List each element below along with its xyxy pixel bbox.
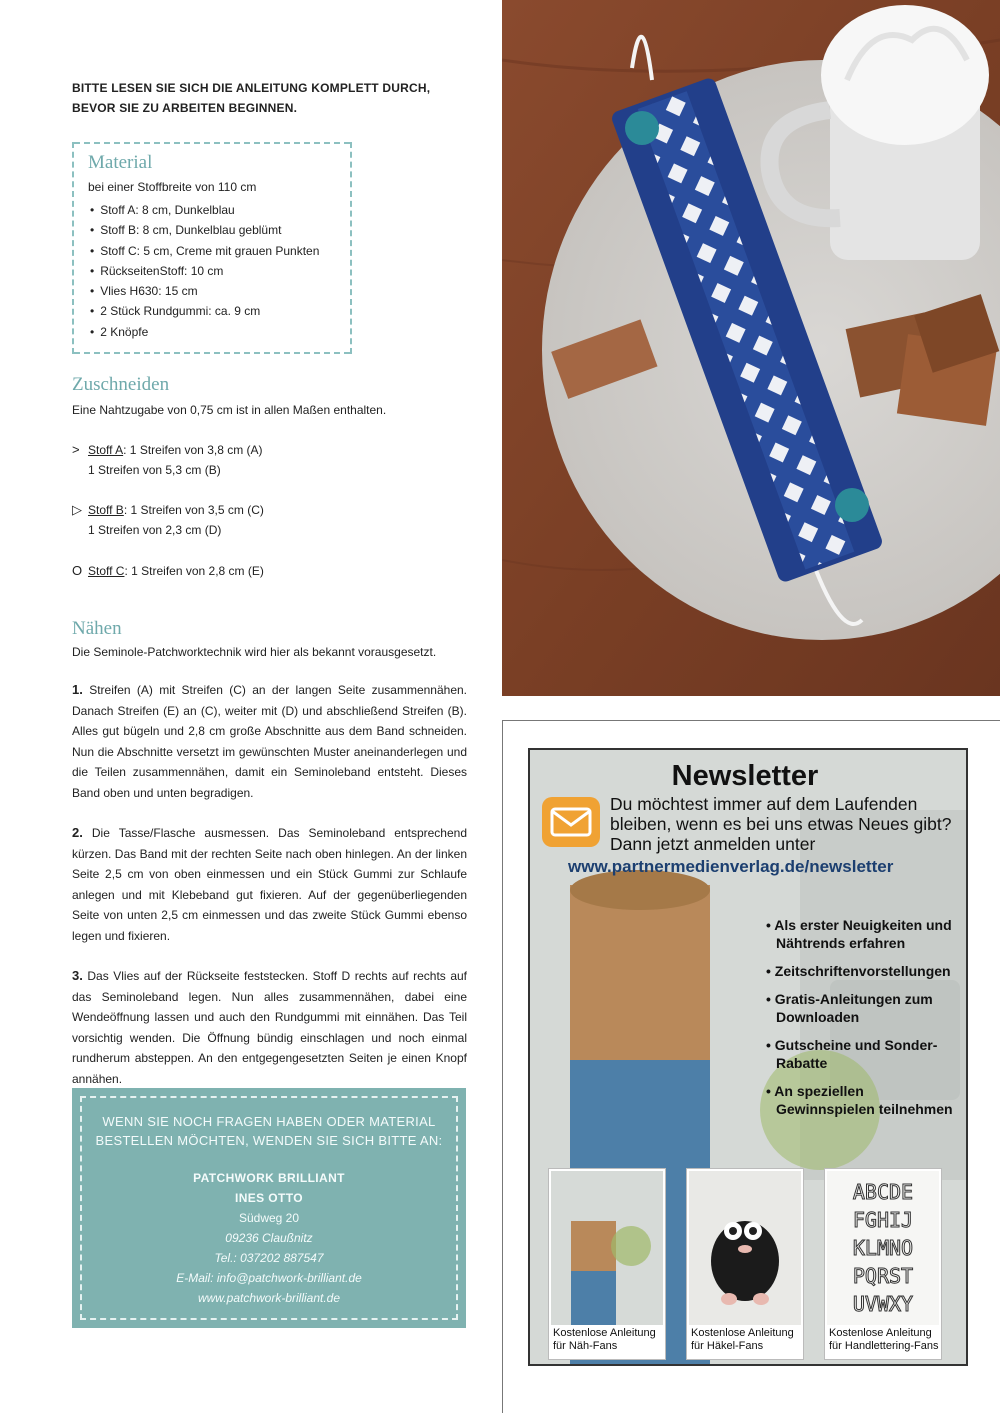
newsletter-title: Newsletter [671,760,819,792]
material-item: • Stoff B: 8 cm, Dunkelblau geblümt [90,220,319,240]
thumb-caption-line-2: für Handlettering-Fans [829,1340,939,1352]
benefit-item: • Zeitschriftenvorstellungen [766,962,966,980]
contact-heading [82,1112,456,1150]
fabric-label: Stoff C [88,564,125,578]
cutting-line-1: : 1 Streifen von 2,8 cm (E) [124,564,264,578]
step-text: Das Vlies auf der Rückseite feststecken. Stoff D rechts auf rechts auf das Seminoleband legen. Nun alles zusammennähen, dabei eine Wendeöffnung lassen und auch den Rundgummi mit einnähen. Das Teil vorsichtig wenden. Die Öffnung bündig einschlagen und noch einmal rundherum absteppen. An den entgegengesetzten Seiten je einen Knopf annähen. [72,969,467,1086]
step-2 [72,823,467,946]
step-number: 3. [72,968,83,983]
thumb-crochet-image [689,1171,801,1325]
material-subtitle: bei einer Stoffbreite von 110 cm [88,180,257,194]
thumb-caption-line-1: Kostenlose Anleitung [829,1327,932,1339]
newsletter-line-3: Dann jetzt anmelden unter [610,834,816,854]
lettering-row: UVWXY [852,1292,914,1316]
benefit-item: • Gutscheine und Sonder-Rabatte [766,1036,966,1072]
intro-line-1: BITTE LESEN SIE SICH DIE ANLEITUNG KOMPLETT DURCH, [72,81,431,95]
sewing-steps [72,680,467,1109]
cutting-row-a [72,440,263,480]
thumb-lettering[interactable] [824,1168,942,1360]
contact-heading-line-1: WENN SIE NOCH FRAGEN HABEN ODER MATERIAL [102,1114,436,1129]
intro-line-2: BEVOR SIE ZU ARBEITEN BEGINNEN. [72,101,298,115]
fabric-label: Stoff A [88,443,124,457]
lettering-row: KLMNO [852,1236,914,1260]
material-item: • RückseitenStoff: 10 cm [90,261,319,281]
material-item: • Vlies H630: 15 cm [90,281,319,301]
thumb-caption-line-2: für Näh-Fans [553,1340,618,1352]
contact-heading-line-2: BESTELLEN MÖCHTEN, WENDEN SIE SICH BITTE AN: [95,1133,443,1148]
material-item: • Stoff A: 8 cm, Dunkelblau [90,200,319,220]
newsletter-benefits [766,916,966,1128]
lettering-row: PQRST [852,1264,914,1288]
thumb-caption-line-1: Kostenlose Anleitung [691,1327,794,1339]
step-text: Die Tasse/Flasche ausmessen. Das Seminoleband entsprechend kürzen. Das Band mit der rechten Seite nach oben hinlegen. An der linken Seite 2,5 cm von oben einmessen und ein Stück Gummi zur Schlaufe anlegen und mit Klebeband gut fixieren. Auf der gegenüberliegenden Seite von unten 2,5 cm einmessen und das zweite Stück Gummi ebenso legen und fixieren. [72,826,467,943]
cutting-row-b [72,500,264,540]
cup-sleeve-photo-illustration [502,0,1000,696]
cutting-line-1: : 1 Streifen von 3,5 cm (C) [123,503,264,517]
benefit-item: • An speziellen Gewinnspielen teilnehmen [766,1082,966,1118]
person-name: INES OTTO [234,1191,304,1205]
intro-notice [72,78,430,118]
material-title: Material [88,152,153,173]
material-item: • 2 Knöpfe [90,322,319,342]
contact-city: 09236 Claußnitz [225,1231,313,1245]
thumb-sewing[interactable] [548,1168,666,1360]
cutting-title: Zuschneiden [72,374,170,395]
cutting-note: Eine Nahtzugabe von 0,75 cm ist in allen Maßen enthalten. [72,403,387,417]
thumb-lettering-image [827,1171,939,1325]
lettering-row: ABCDE [852,1180,914,1204]
contact-phone: Tel.: 037202 887547 [214,1251,324,1265]
mail-icon [542,797,600,847]
step-1 [72,680,467,803]
arrow-right-icon: > [72,442,80,457]
thumb-sewing-image [551,1171,663,1325]
thumb-caption [553,1327,656,1353]
step-number: 2. [72,825,83,840]
cutting-row-c [72,561,264,581]
lettering-row: FGHIJ [852,1208,914,1232]
cutting-line-2: 1 Streifen von 2,3 cm (D) [88,523,222,537]
sewing-note: Die Seminole-Patchworktechnik wird hier als bekannt vorausgesetzt. [72,645,437,659]
cutting-line-1: : 1 Streifen von 3,8 cm (A) [123,443,263,457]
material-box [72,142,352,354]
sewing-title: Nähen [72,618,122,639]
benefit-item: • Gratis-Anleitungen zum Downloaden [766,990,966,1026]
material-item: • 2 Stück Rundgummi: ca. 9 cm [90,301,319,321]
contact-box [72,1088,466,1328]
contact-street: Südweg 20 [238,1211,300,1225]
company-name: PATCHWORK BRILLIANT [193,1171,345,1185]
material-list [90,200,319,342]
contact-email[interactable]: E-Mail: info@patchwork-brilliant.de [176,1271,362,1285]
thumb-caption [691,1327,794,1353]
newsletter-line-2: bleiben, wenn es bei uns etwas Neues gibt? [610,814,952,834]
step-text: Streifen (A) mit Streifen (C) an der langen Seite zusammennähen. Danach Streifen (E) an (C), weiter mit (D) und abschließend Streifen (B). Alles gut bügeln und 2,8 cm große Abschnitte aus dem Band schneiden. Nun die Abschnitte versetzt im gewünschten Muster aneinanderlegen und die Teilen zusammennähen, damit ein Seminoleband entsteht. Dieses Band oben und unten begradigen. [72,683,467,800]
newsletter-url-link[interactable]: www.partnermedienverlag.de/newsletter [568,857,894,876]
contact-company [82,1168,456,1208]
cutting-line-2: 1 Streifen von 5,3 cm (B) [88,463,221,477]
thumb-caption-line-2: für Häkel-Fans [691,1340,764,1352]
newsletter-text [610,794,960,854]
contact-inner [80,1096,458,1320]
thumb-crochet[interactable] [686,1168,804,1360]
fabric-label: Stoff B [88,503,124,517]
step-3 [72,966,467,1089]
product-photo [502,0,1000,696]
newsletter-line-1: Du möchtest immer auf dem Laufenden [610,794,918,814]
step-number: 1. [72,682,83,697]
newsletter-ad [528,748,968,1366]
benefit-item: • Als erster Neuigkeiten und Nähtrends erfahren [766,916,966,952]
thumb-caption [829,1327,938,1353]
circle-icon: O [72,563,83,578]
thumb-caption-line-1: Kostenlose Anleitung [553,1327,656,1339]
material-item: • Stoff C: 5 cm, Creme mit grauen Punkten [90,241,319,261]
contact-web-link[interactable]: www.patchwork-brilliant.de [197,1291,341,1305]
triangle-outline-icon: ▷ [72,502,82,517]
